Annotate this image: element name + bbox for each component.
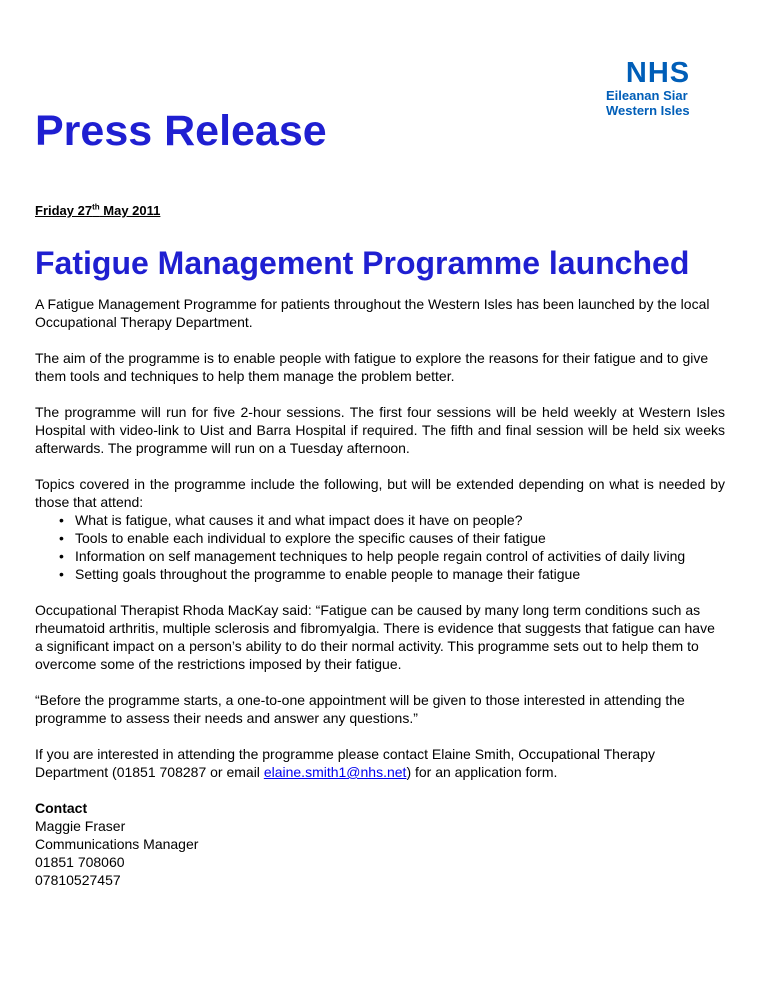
list-item — [59, 511, 725, 529]
topics-list — [35, 511, 725, 583]
email-link[interactable]: elaine.smith1@nhs.net — [263, 764, 407, 780]
contact-phone-2: 07810527457 — [35, 872, 121, 888]
list-item — [59, 565, 725, 583]
nhs-logo — [606, 58, 716, 118]
contact-role: Communications Manager — [35, 836, 199, 852]
date-superscript: th — [92, 202, 100, 212]
topic-text: What is fatigue, what causes it and what impact does it have on people? — [75, 512, 523, 528]
paragraph-7-end: ) for an application form. — [406, 764, 558, 780]
date-suffix: May 2011 — [99, 203, 161, 218]
bullet-icon: • — [59, 548, 64, 564]
headline: Fatigue Management Programme launched — [35, 245, 690, 281]
contact-heading: Contact — [35, 800, 88, 816]
nhs-logo-line-2: Western Isles — [606, 103, 690, 118]
contact-name: Maggie Fraser — [35, 818, 126, 834]
paragraph-6: “Before the programme starts, a one-to-one appointment will be given to those interested in attending the programme to assess their needs and answer any questions.” — [35, 692, 685, 726]
list-item — [59, 547, 725, 565]
contact-block — [35, 799, 725, 889]
list-item — [59, 529, 725, 547]
bullet-icon: • — [59, 566, 64, 582]
bullet-icon: • — [59, 530, 64, 546]
nhs-logo-line-1: Eileanan Siar — [606, 88, 688, 103]
topic-text: Information on self management techniques to help people regain control of activities of daily living — [75, 548, 686, 564]
article-body — [35, 295, 725, 889]
release-date — [35, 203, 160, 219]
paragraph-3: The programme will run for five 2-hour sessions. The first four sessions will be held weekly at Western Isles Hospital with video-link to Uist and Barra Hospital if required. The fifth and final session will be held six weeks afterwards. The programme will run on a Tuesday afternoon. — [35, 404, 725, 456]
paragraph-5: Occupational Therapist Rhoda MacKay said: “Fatigue can be caused by many long term conditions such as rheumatoid arthritis, multiple sclerosis and fibromyalgia. There is evidence that suggests that fatigue can have a significant impact on a person’s ability to do their normal activity. This programme sets out to help them to overcome some of the restrictions imposed by their fatigue. — [35, 602, 715, 672]
paragraph-1: A Fatigue Management Programme for patients throughout the Western Isles has been launched by the local Occupational Therapy Department. — [35, 296, 710, 330]
paragraph-4: Topics covered in the programme include the following, but will be extended depending on what is needed by those that attend: — [35, 476, 725, 510]
topic-text: Setting goals throughout the programme to enable people to manage their fatigue — [75, 566, 581, 582]
topic-text: Tools to enable each individual to explore the specific causes of their fatigue — [75, 530, 546, 546]
contact-phone-1: 01851 708060 — [35, 854, 125, 870]
nhs-logo-wordmark: NHS — [625, 57, 691, 89]
page-title: Press Release — [35, 107, 327, 155]
paragraph-2: The aim of the programme is to enable people with fatigue to explore the reasons for their fatigue and to give them tools and techniques to help them manage the problem better. — [35, 350, 709, 384]
bullet-icon: • — [59, 512, 64, 528]
paragraph-7-start: If you are interested in attending the programme please contact Elaine Smith, Occupational Therapy Department (01851 708287 or email — [35, 746, 655, 780]
paragraph-7 — [35, 745, 725, 781]
date-prefix: Friday 27 — [35, 203, 93, 218]
